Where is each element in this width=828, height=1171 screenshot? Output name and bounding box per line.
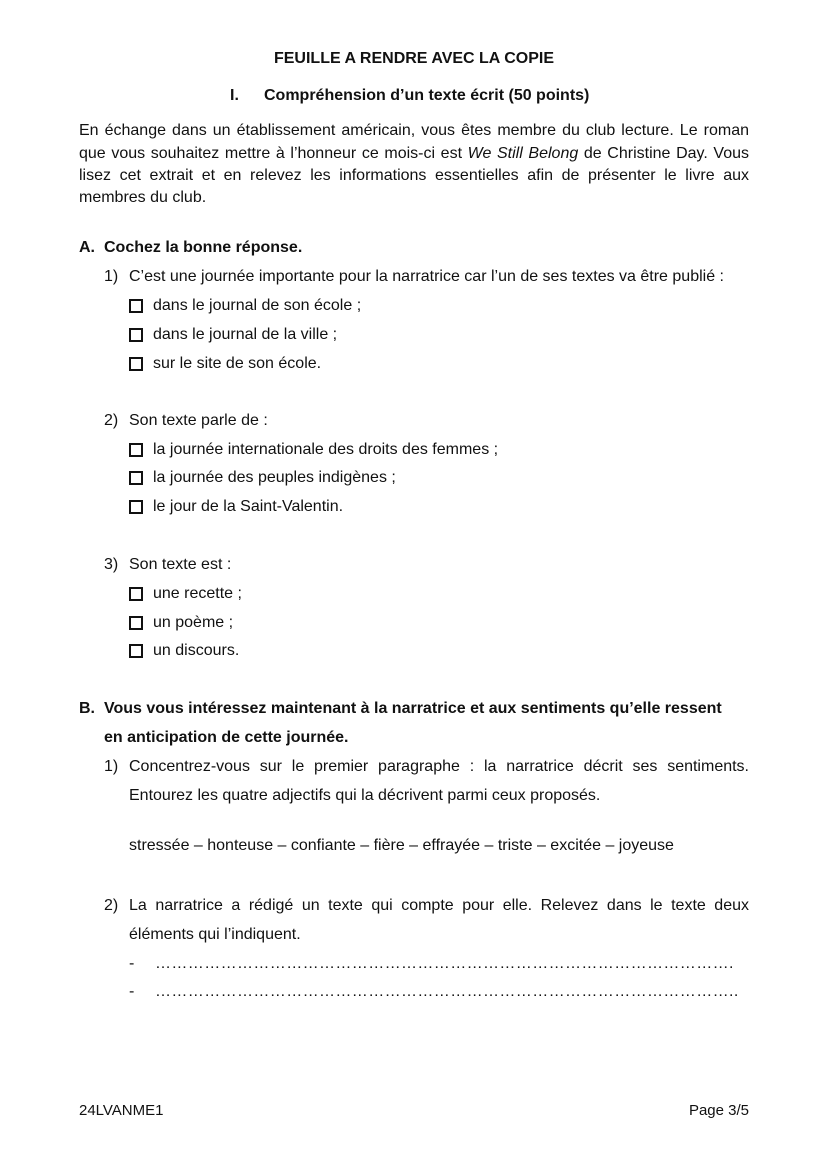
question-text: Son texte est : bbox=[129, 556, 232, 573]
answer-line-2[interactable]: …………………………………………………………………………………………….. bbox=[155, 983, 739, 1000]
checkbox[interactable] bbox=[129, 644, 143, 658]
question-number: 1) bbox=[104, 758, 119, 775]
question-text: La narratrice a rédigé un texte qui compte pour elle. Relevez dans le texte deux bbox=[129, 897, 749, 914]
question-text: Concentrez-vous sur le premier paragraphe : la narratrice décrit ses sentiments. bbox=[129, 758, 749, 775]
bullet: - bbox=[129, 955, 135, 972]
question-text: C’est une journée importante pour la narratrice car l’un de ses textes va être publié : bbox=[129, 268, 724, 285]
option-label: la journée internationale des droits des femmes ; bbox=[153, 441, 499, 458]
part-b-title-line-1: Vous vous intéressez maintenant à la narratrice et aux sentiments qu’elle ressent bbox=[104, 700, 722, 717]
checkbox[interactable] bbox=[129, 587, 143, 601]
part-b-title-line-2: en anticipation de cette journée. bbox=[104, 729, 349, 746]
document-code: 24LVANME1 bbox=[79, 1102, 164, 1119]
option-label: dans le journal de son école ; bbox=[153, 297, 362, 314]
option-label: un discours. bbox=[153, 642, 240, 659]
intro-line-1: En échange dans un établissement américain, vous êtes membre du club lecture. Le roman bbox=[79, 122, 749, 139]
checkbox[interactable] bbox=[129, 471, 143, 485]
intro-line-3: lisez cet extrait et en relevez les informations essentielles afin de présenter le livre aux bbox=[79, 167, 749, 184]
book-title: We Still Belong bbox=[467, 145, 579, 162]
checkbox[interactable] bbox=[129, 616, 143, 630]
intro-line-4: membres du club. bbox=[79, 189, 207, 206]
option-label: sur le site de son école. bbox=[153, 355, 322, 372]
question-number: 2) bbox=[104, 897, 119, 914]
part-a-letter: A. bbox=[79, 239, 95, 256]
checkbox[interactable] bbox=[129, 443, 143, 457]
checkbox[interactable] bbox=[129, 328, 143, 342]
question-number: 2) bbox=[104, 412, 119, 429]
option-label: le jour de la Saint-Valentin. bbox=[153, 498, 344, 515]
question-text: éléments qui l’indiquent. bbox=[129, 926, 301, 943]
page-number: Page 3/5 bbox=[688, 1102, 749, 1119]
adjective-list: stressée – honteuse – confiante – fière – effrayée – triste – excitée – joyeuse bbox=[129, 837, 674, 854]
checkbox[interactable] bbox=[129, 500, 143, 514]
option-label: la journée des peuples indigènes ; bbox=[153, 469, 396, 486]
option-label: une recette ; bbox=[153, 585, 242, 602]
part-a-title: Cochez la bonne réponse. bbox=[104, 239, 303, 256]
question-text: Entourez les quatre adjectifs qui la décrivent parmi ceux proposés. bbox=[129, 787, 601, 804]
bullet: - bbox=[129, 983, 135, 1000]
section-title: Compréhension d’un texte écrit (50 points) bbox=[264, 87, 590, 104]
question-text: Son texte parle de : bbox=[129, 412, 268, 429]
part-b-letter: B. bbox=[79, 700, 95, 717]
section-number: I. bbox=[230, 87, 239, 104]
checkbox[interactable] bbox=[129, 357, 143, 371]
checkbox[interactable] bbox=[129, 299, 143, 313]
intro-line-2: que vous souhaitez mettre à l’honneur ce mois-ci est We Still Belong de Christine Day. Vous bbox=[79, 145, 749, 162]
option-label: dans le journal de la ville ; bbox=[153, 326, 338, 343]
page-title: FEUILLE A RENDRE AVEC LA COPIE bbox=[273, 50, 554, 67]
option-label: un poème ; bbox=[153, 614, 234, 631]
answer-line-1[interactable]: ……………………………………………………………………………………………. bbox=[155, 955, 734, 972]
question-number: 3) bbox=[104, 556, 119, 573]
question-number: 1) bbox=[104, 268, 119, 285]
